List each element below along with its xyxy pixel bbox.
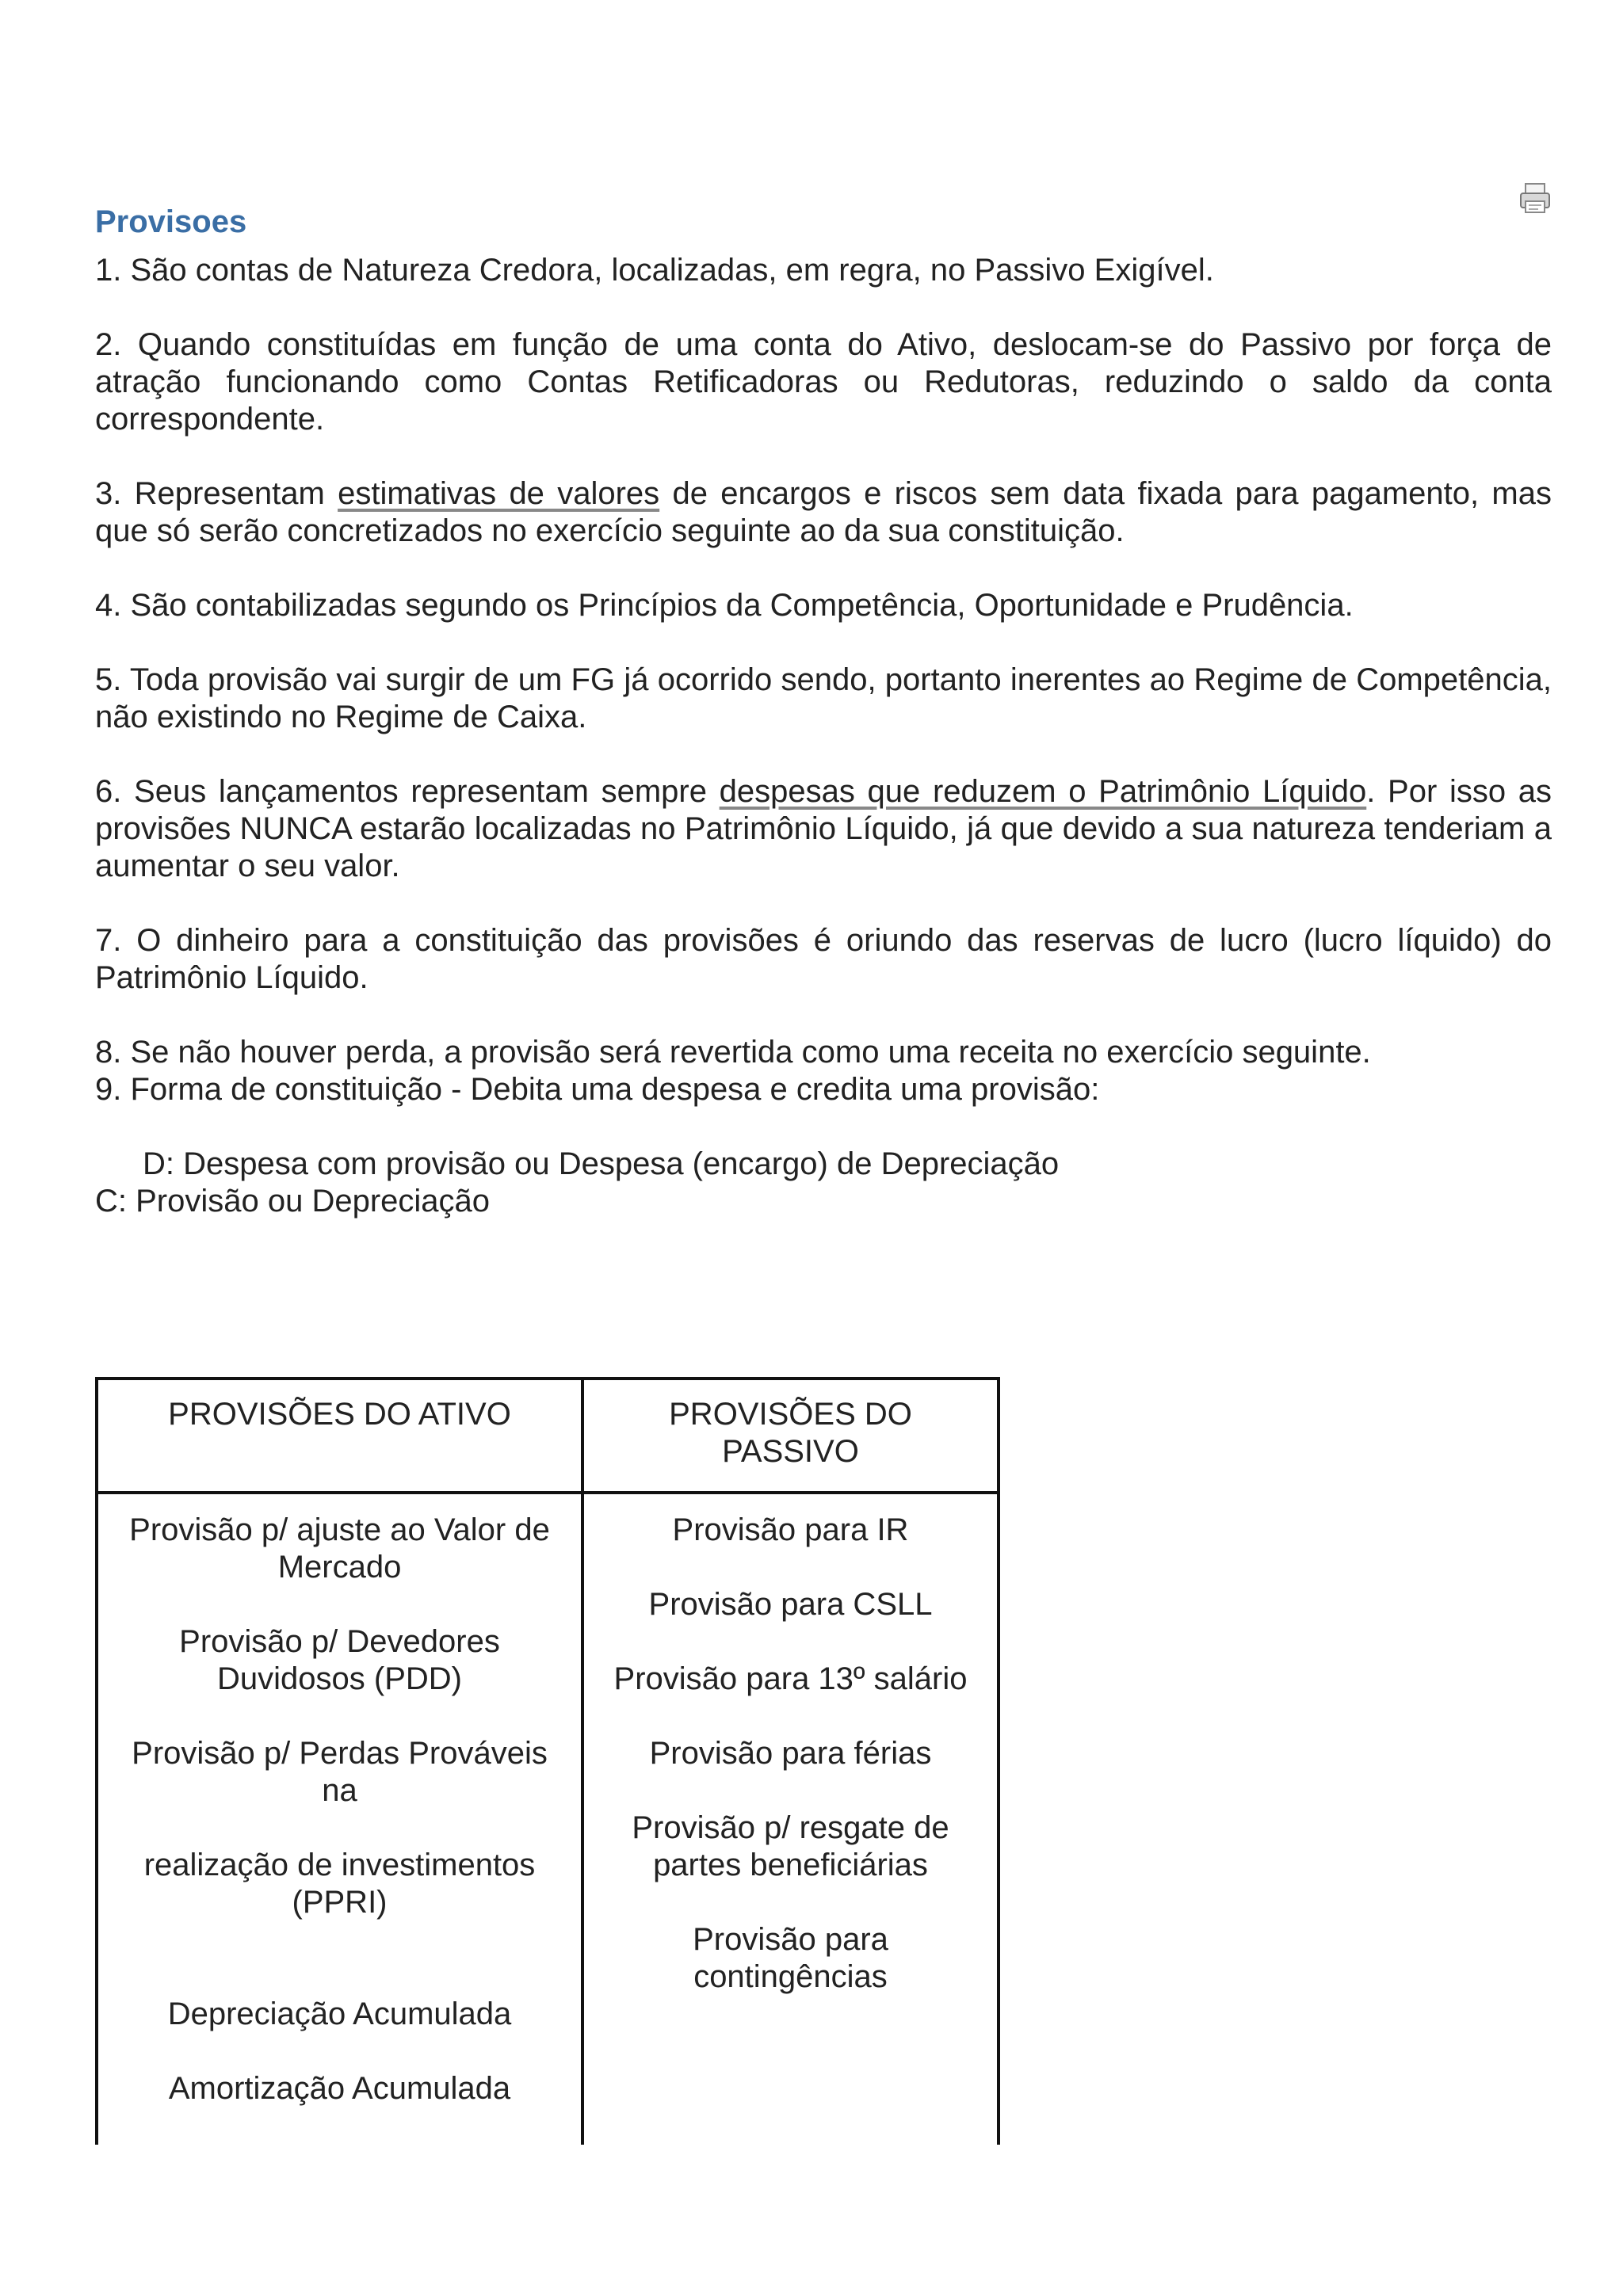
underlined-phrase: estimativas de valores	[338, 476, 660, 511]
list-item: Provisão para CSLL	[648, 1587, 933, 1622]
column-header-passivo: PROVISÕES DO PASSIVO	[582, 1379, 999, 1493]
ativo-cell	[97, 1493, 582, 2145]
list-item: Provisão para IR	[672, 1512, 909, 1547]
paragraph-5: 5. Toda provisão vai surgir de um FG já ocorrido sendo, portanto inerentes ao Regime de Competência, não existindo no Regime de Caixa.	[95, 662, 1552, 734]
provisions-table	[95, 1377, 1000, 2145]
table-row	[97, 1493, 999, 2145]
document-body	[95, 252, 1552, 1220]
paragraph-3: 3. Representam estimativas de valores de encargos e riscos sem data fixada para pagamento, mas que só serão concretizados no exercício seguinte ao da sua constituição.	[95, 476, 1552, 548]
paragraph-2: 2. Quando constituídas em função de uma conta do Ativo, deslocam-se do Passivo por força de atração funcionando como Contas Retificadoras ou Redutoras, reduzindo o saldo da conta correspondente.	[95, 327, 1552, 437]
column-header-ativo: PROVISÕES DO ATIVO	[97, 1379, 582, 1493]
list-item: Provisão p/ resgate de partes beneficiárias	[632, 1810, 949, 1882]
list-item: Provisão p/ ajuste ao Valor de Mercado	[129, 1512, 550, 1585]
passivo-cell	[582, 1493, 999, 2145]
paragraph-6: 6. Seus lançamentos representam sempre despesas que reduzem o Patrimônio Líquido. Por isso as provisões NUNCA estarão localizadas no Patrimônio Líquido, já que devido a sua natureza tenderiam a aumentar o seu valor.	[95, 774, 1552, 883]
journal-entry-debit: D: Despesa com provisão ou Despesa (encargo) de Depreciação	[143, 1146, 1060, 1181]
underlined-phrase: despesas que reduzem o Patrimônio Líquido	[719, 774, 1367, 809]
paragraph-4: 4. São contabilizadas segundo os Princípios da Competência, Oportunidade e Prudência.	[95, 588, 1354, 623]
paragraph-7: 7. O dinheiro para a constituição das provisões é oriundo das reservas de lucro (lucro líquido) do Patrimônio Líquido.	[95, 923, 1552, 995]
table-header-row	[97, 1379, 999, 1493]
list-item: realização de investimentos (PPRI)	[143, 1848, 536, 1920]
paragraph-9: 9. Forma de constituição - Debita uma despesa e credita uma provisão:	[95, 1072, 1100, 1107]
page-title: Provisoes	[95, 204, 247, 239]
list-item: Provisão para férias	[649, 1736, 932, 1771]
list-item: Amortização Acumulada	[168, 2071, 511, 2106]
paragraph-1: 1. São contas de Natureza Credora, localizadas, em regra, no Passivo Exigível.	[95, 253, 1214, 288]
print-icon[interactable]	[1518, 181, 1552, 215]
list-item: Provisão para contingências	[693, 1922, 888, 1994]
journal-entry-credit: C: Provisão ou Depreciação	[95, 1184, 491, 1219]
paragraph-8: 8. Se não houver perda, a provisão será revertida como uma receita no exercício seguinte.	[95, 1035, 1371, 1070]
list-item: Provisão p/ Perdas Prováveis na	[132, 1736, 548, 1808]
list-item: Provisão para 13º salário	[613, 1661, 968, 1696]
list-item: Provisão p/ Devedores Duvidosos (PDD)	[179, 1624, 500, 1696]
list-item: Depreciação Acumulada	[167, 1997, 512, 2031]
